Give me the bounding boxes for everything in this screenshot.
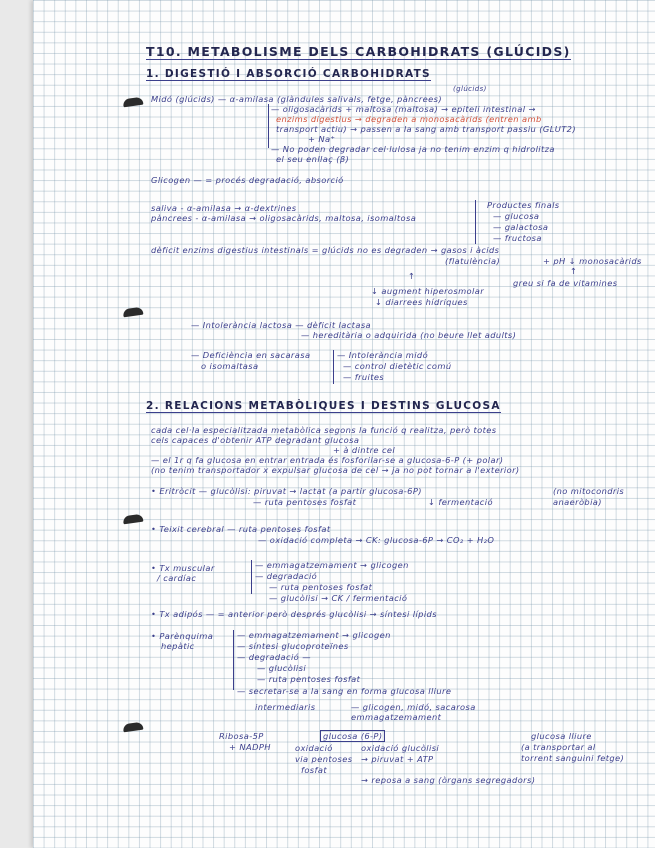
section-2-heading: 2. RELACIONS METABÒLIQUES I DESTINS GLUCOSA bbox=[146, 400, 501, 412]
bracket bbox=[233, 630, 234, 690]
note-line: — control dietètic comú bbox=[343, 361, 452, 371]
note-line: — fructosa bbox=[493, 233, 542, 243]
note-line: — glucosa bbox=[493, 211, 540, 221]
note-line: oxidació glucòlisi bbox=[361, 743, 440, 753]
note-line: torrent sanguini fetge) bbox=[521, 753, 625, 763]
note-line: → piruvat + ATP bbox=[361, 754, 434, 764]
note-line: (no tenim transportador x expulsar glucosa de cel → ja no pot tornar a l'exterior) bbox=[151, 465, 520, 475]
note-line: (a transportar al bbox=[521, 742, 596, 752]
note-line: — fruites bbox=[343, 372, 385, 382]
bracket bbox=[251, 560, 252, 594]
binder-hole bbox=[123, 514, 144, 525]
note-line: — Intolerància midó bbox=[337, 350, 429, 360]
note-line: — glucòlisi bbox=[257, 663, 307, 673]
binder-hole bbox=[123, 307, 144, 318]
note-line: pàncrees - α-amilasa → oligosacàrids, maltosa, isomaltosa bbox=[151, 213, 417, 223]
note-line: → reposa a sang (òrgans segregadors) bbox=[361, 775, 536, 785]
binder-hole bbox=[123, 97, 144, 108]
note-line: el seu enllaç (β) bbox=[276, 154, 350, 164]
note-line: — oligosacàrids + maltosa (maltosa) → epiteli intestinal → bbox=[271, 104, 536, 114]
page-title: T10. METABOLISME DELS CARBOHIDRATS (GLÚCIDS) bbox=[146, 44, 571, 59]
binder-hole bbox=[123, 722, 144, 733]
note-line: + NADPH bbox=[229, 742, 271, 752]
note-line: • Tx adipós — = anterior però després glucòlisi → síntesi lípids bbox=[151, 609, 437, 619]
note-line: — ruta pentoses fosfat bbox=[257, 674, 361, 684]
note-line: Midó (glúcids) — α-amilasa (glàndules salivals, fetge, pàncrees) bbox=[151, 94, 442, 104]
note-line: oxidació bbox=[295, 743, 333, 753]
note-line: — ruta pentoses fosfat bbox=[253, 497, 357, 507]
note-line: saliva - α-amilasa → α-dextrines bbox=[151, 203, 297, 213]
note-line: hepàtic bbox=[161, 641, 195, 651]
note-line: glucosa lliure bbox=[531, 731, 592, 741]
note-line: cels capaces d'obtenir ATP degradant glucosa bbox=[151, 435, 360, 445]
note-line: — el 1r q fa glucosa en entrar entrada és fosforilar-se a glucosa-6-P (+ polar) bbox=[151, 455, 504, 465]
note-line: — oxidació completa → CK: glucosa-6P → CO₂ + H₂O bbox=[258, 535, 495, 545]
note-line: o isomaltasa bbox=[201, 361, 259, 371]
note-line: Ribosa-5P bbox=[219, 731, 264, 741]
note-line: ↓ fermentació bbox=[428, 497, 493, 507]
note-line: — degradació — bbox=[237, 652, 311, 662]
note-line: — secretar-se a la sang en forma glucosa lliure bbox=[237, 686, 452, 696]
note-line: — No poden degradar cel·lulosa ja no tenim enzim q hidrolitza bbox=[271, 144, 555, 154]
note-line: (glúcids) bbox=[453, 85, 487, 93]
note-line: dèficit enzims digestius intestinals = glúcids no es degraden → gasos i àcids bbox=[151, 245, 500, 255]
bracket bbox=[333, 350, 334, 384]
note-line: greu si fa de vitamines bbox=[513, 278, 618, 288]
note-line: (flatulència) bbox=[445, 256, 501, 266]
note-line: • Parènquima bbox=[151, 631, 214, 641]
note-line: — Deficiència en sacarasa bbox=[191, 350, 311, 360]
bracket bbox=[268, 104, 269, 148]
note-line: fosfat bbox=[301, 765, 327, 775]
note-line: emmagatzemament bbox=[351, 712, 442, 722]
note-line: + à dintre cel bbox=[333, 445, 396, 455]
bracket bbox=[475, 200, 476, 244]
note-line: — galactosa bbox=[493, 222, 549, 232]
note-line: via pentoses bbox=[295, 754, 353, 764]
note-line: • Tx muscular bbox=[151, 563, 215, 573]
notebook-page bbox=[33, 0, 655, 848]
note-line: — Intolerància lactosa — dèficit lactasa bbox=[191, 320, 372, 330]
note-line: transport actiu) → passen a la sang amb transport passiu (GLUT2) bbox=[276, 124, 577, 134]
note-line: — emmagatzemament → glicogen bbox=[255, 560, 409, 570]
note-line: intermediaris bbox=[255, 702, 316, 712]
note-line: — hereditària o adquirida (no beure llet adults) bbox=[301, 330, 517, 340]
note-line: enzims digestius → degraden a monosacàrids (entren amb bbox=[276, 114, 542, 124]
note-line: • Eritròcit — glucòlisi: piruvat → lactat (a partir glucosa-6P) bbox=[151, 486, 422, 496]
note-line: — glucòlisi → CK / fermentació bbox=[269, 593, 408, 603]
note-line: ↓ diarrees hídriques bbox=[375, 297, 468, 307]
note-line: Glicogen — = procés degradació, absorció bbox=[151, 175, 344, 185]
note-line: — emmagatzemament → glicogen bbox=[237, 630, 391, 640]
note-line: • Teixit cerebral — ruta pentoses fosfat bbox=[151, 524, 331, 534]
note-line: ↓ augment hiperosmolar bbox=[371, 286, 485, 296]
note-line: / cardíac bbox=[157, 573, 197, 583]
note-line: — degradació bbox=[255, 571, 318, 581]
note-line: — glicogen, midó, sacarosa bbox=[351, 702, 476, 712]
note-line: — ruta pentoses fosfat bbox=[269, 582, 373, 592]
note-line: ↑ bbox=[570, 266, 578, 276]
note-line: — síntesi glucoproteïnes bbox=[237, 641, 349, 651]
note-line: Productes finals bbox=[487, 200, 560, 210]
section-1-heading: 1. DIGESTIÓ I ABSORCIÓ CARBOHIDRATS bbox=[146, 68, 431, 80]
note-line: (no mitocondris bbox=[553, 486, 625, 496]
note-line: ↑ bbox=[408, 271, 416, 281]
note-line: + Na⁺ bbox=[308, 134, 336, 144]
note-line: cada cel·la especialitzada metabòlica segons la funció q realitza, però totes bbox=[151, 425, 497, 435]
note-line: anaeròbia) bbox=[553, 497, 602, 507]
note-line: + pH ↓ monosacàrids bbox=[543, 256, 642, 266]
glucose-6p-box: glucosa (6-P) bbox=[320, 730, 385, 742]
